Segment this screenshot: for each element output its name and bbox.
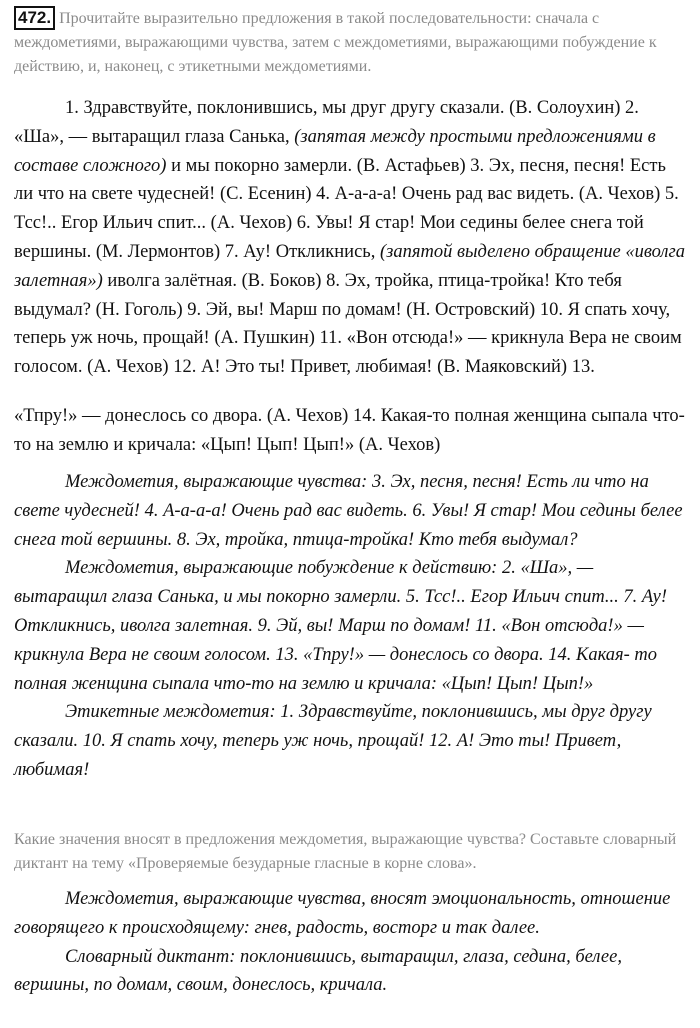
exercise-sentences-continued: «Тпру!» — донеслось со двора. (А. Чехов) 14. Какая-то полная женщина сыпала что-то на землю и кричала: «Цып! Цып! Цып!» (А. Чехов) [14, 406, 685, 455]
sentences-note-2: (запятой выделено обращение «иволга залетная») [14, 241, 685, 291]
page [14, 6, 686, 996]
sentences-part-3: иволга залётная. (В. Боков) 8. Эх, тройка, птица-тройка! Кто тебя выдумал? (Н. Гоголь) 9. Эй, вы! Марш по домам! (Н. Островский) 10. Я спать хочу, теперь уж ночь, прощай! (А. Пушкин) 11. «Вон отсюда!» — крикнула Вера не своим голосом. (А. Чехов) 12. А! Это ты! Привет, любимая! (В. Маяковский) 13. [14, 270, 682, 378]
sentences-part-1: 1. Здравствуйте, поклонившись, мы друг другу сказали. (В. Солоухин) 2. «Ша», — вытаращил глаза Санька, [14, 98, 639, 147]
answer-motivation: Междометия, выражающие побуждение к действию: 2. «Ша», — вытаращил глаза Санька, и мы покорно замерли. 5. Тсс!.. Егор Ильич спит... 7. Ау! Откликнись, иволга залетная. 9. Эй, вы! Марш по домам! 11. «Вон отсюда!» — крикнула Вера не своим голосом. 13. «Тпру!» — донеслось со двора. 14. Какая- то полная женщина сыпала что-то на землю и кричала: «Цып! Цып! Цып!» [14, 558, 667, 694]
answer-etiquette: Этикетные междометия: 1. Здравствуйте, поклонившись, мы друг другу сказали. 10. Я спать хочу, теперь уж ночь, прощай! 12. А! Это ты! Привет, любимая! [14, 702, 652, 780]
answer-block-1 [14, 468, 686, 785]
task-2: Какие значения вносят в предложения междометия, выражающие чувства? Составьте словарный диктант на тему «Проверяемые безударные гласные в корне слова». [14, 831, 677, 872]
answer-dictation: Словарный диктант: поклонившись, вытаращил, глаза, седина, белее, вершины, по домам, своим, донеслось, кричала. [14, 946, 622, 996]
answer-block-2 [14, 885, 686, 1000]
answer-meaning: Междометия, выражающие чувства, вносят эмоциональность, отношение говорящего к происходящему: гнев, радость, восторг и так далее. [14, 889, 671, 938]
exercise-task-text: Прочитайте выразительно предложения в такой последовательности: сначала с междометиями, выражающими чувства, затем с междометиями, выражающими побуждение к действию, и, наконец, с этикетными междометиями. [14, 10, 657, 75]
exercise-sentences [14, 94, 686, 382]
sentences-part-2: и мы покорно замерли. (В. Астафьев) 3. Эх, песня, песня! Есть ли что на свете чудесней! (С. Есенин) 4. А-а-а-а! Очень рад вас видеть. (А. Чехов) 5. Тсс!.. Егор Ильич спит... (А. Чехов) 6. Увы! Я стар! Мои седины белее снега той вершины. (М. Лермонтов) 7. Ау! Откликнись, [14, 155, 679, 262]
sentences-note-1: (запятая между простыми предложениями в составе сложного) [14, 126, 656, 176]
exercise-task [14, 6, 686, 79]
answer-feelings: Междометия, выражающие чувства: 3. Эх, песня, песня! Есть ли что на свете чудесней! 4. А-а-а-а! Очень рад вас видеть. 6. Увы! Я стар! Мои седины белее снега той вершины. 8. Эх, тройка, птица-тройка! Кто тебя выдумал? [14, 472, 683, 550]
exercise-number: 472. [14, 6, 55, 30]
